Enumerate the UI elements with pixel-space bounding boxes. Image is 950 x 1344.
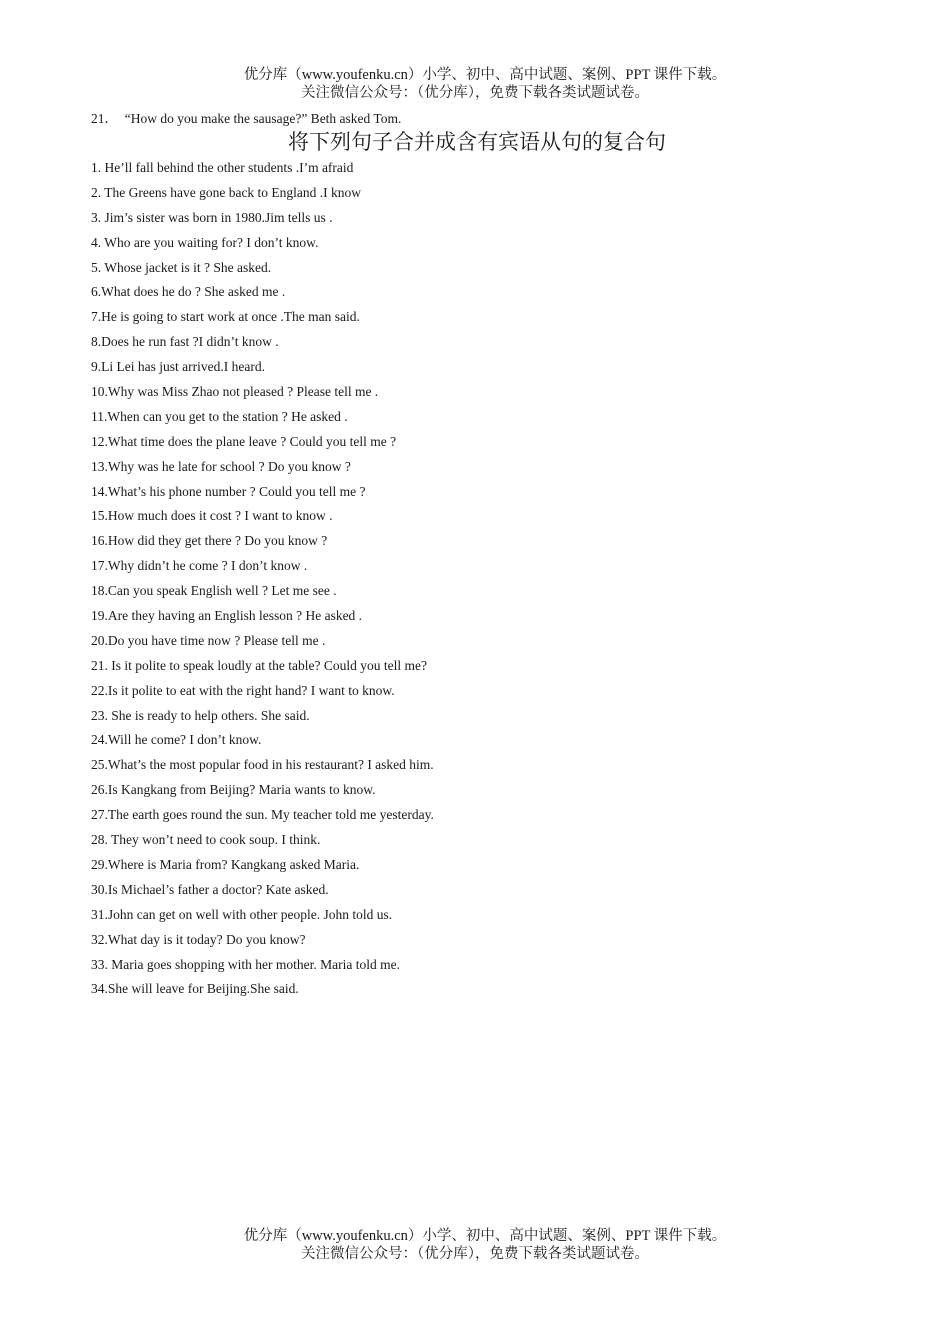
question-item: 7.He is going to start work at once .The man said. xyxy=(91,309,360,325)
question-item: 5. Whose jacket is it ? She asked. xyxy=(91,259,272,275)
question-item: 10.Why was Miss Zhao not pleased ? Please tell me . xyxy=(91,384,379,400)
footer-line-1: 优分库（www.youfenku.cn）小学、初中、高中试题、案例、PPT 课件下载。 xyxy=(243,1228,727,1244)
question-item: 1. He’ll fall behind the other students .I’m afraid xyxy=(91,160,354,175)
question-item: 6.What does he do ? She asked me . xyxy=(91,284,286,300)
question-item: 11.When can you get to the station ? He asked . xyxy=(91,408,348,424)
section-title: 将下列句子合并成含有宾语从句的复合句 xyxy=(288,130,666,154)
question-item: 24.Will he come? I don’t know. xyxy=(91,732,262,748)
question-item: 31.John can get on well with other people. John told us. xyxy=(91,906,393,922)
header-line-2: 关注微信公众号：（优分库），免费下载各类试题试卷。 xyxy=(301,84,649,101)
question-item: 33. Maria goes shopping with her mother. Maria told me. xyxy=(91,956,400,972)
question-item: 8.Does he run fast ?I didn’t know . xyxy=(91,334,279,350)
question-item: 27.The earth goes round the sun. My teacher told me yesterday. xyxy=(91,807,434,823)
question-item: 14.What’s his phone number ? Could you tell me ? xyxy=(91,483,366,499)
question-item: 21. Is it polite to speak loudly at the table? Could you tell me? xyxy=(91,657,427,673)
question-item: 32.What day is it today? Do you know? xyxy=(91,931,306,947)
previous-question-item: 21． “How do you make the sausage?” Beth asked Tom. xyxy=(91,111,402,126)
question-item: 2. The Greens have gone back to England .I know xyxy=(91,184,362,200)
question-item: 25.What’s the most popular food in his restaurant? I asked him. xyxy=(91,757,434,773)
question-item: 4. Who are you waiting for? I don’t know. xyxy=(91,234,319,250)
page-footer xyxy=(0,1228,950,1263)
question-item: 18.Can you speak English well ? Let me see . xyxy=(91,583,337,599)
question-item: 20.Do you have time now ? Please tell me . xyxy=(91,632,326,648)
question-item: 15.How much does it cost ? I want to know . xyxy=(91,508,333,524)
header-line-1: 优分库（www.youfenku.cn）小学、初中、高中试题、案例、PPT 课件下载。 xyxy=(243,67,727,83)
question-item: 3. Jim’s sister was born in 1980.Jim tells us . xyxy=(91,209,333,225)
footer-line-2: 关注微信公众号：（优分库），免费下载各类试题试卷。 xyxy=(301,1245,649,1262)
page-header xyxy=(0,67,950,102)
question-item: 13.Why was he late for school ? Do you know ? xyxy=(91,458,351,474)
question-item: 12.What time does the plane leave ? Could you tell me ? xyxy=(91,433,397,449)
question-item: 34.She will leave for Beijing.She said. xyxy=(91,981,299,997)
question-item: 19.Are they having an English lesson ? He asked . xyxy=(91,608,363,624)
question-item: 30.Is Michael’s father a doctor? Kate asked. xyxy=(91,881,329,897)
question-item: 26.Is Kangkang from Beijing? Maria wants to know. xyxy=(91,782,376,798)
question-item: 28. They won’t need to cook soup. I think. xyxy=(91,832,321,848)
question-item: 16.How did they get there ? Do you know ? xyxy=(91,533,328,549)
question-list xyxy=(91,159,434,1005)
question-item: 17.Why didn’t he come ? I don’t know . xyxy=(91,558,308,574)
question-item: 9.Li Lei has just arrived.I heard. xyxy=(91,359,265,375)
question-item: 23. She is ready to help others. She said. xyxy=(91,707,310,723)
question-item: 29.Where is Maria from? Kangkang asked Maria. xyxy=(91,856,360,872)
question-item: 22.Is it polite to eat with the right hand? I want to know. xyxy=(91,682,395,698)
